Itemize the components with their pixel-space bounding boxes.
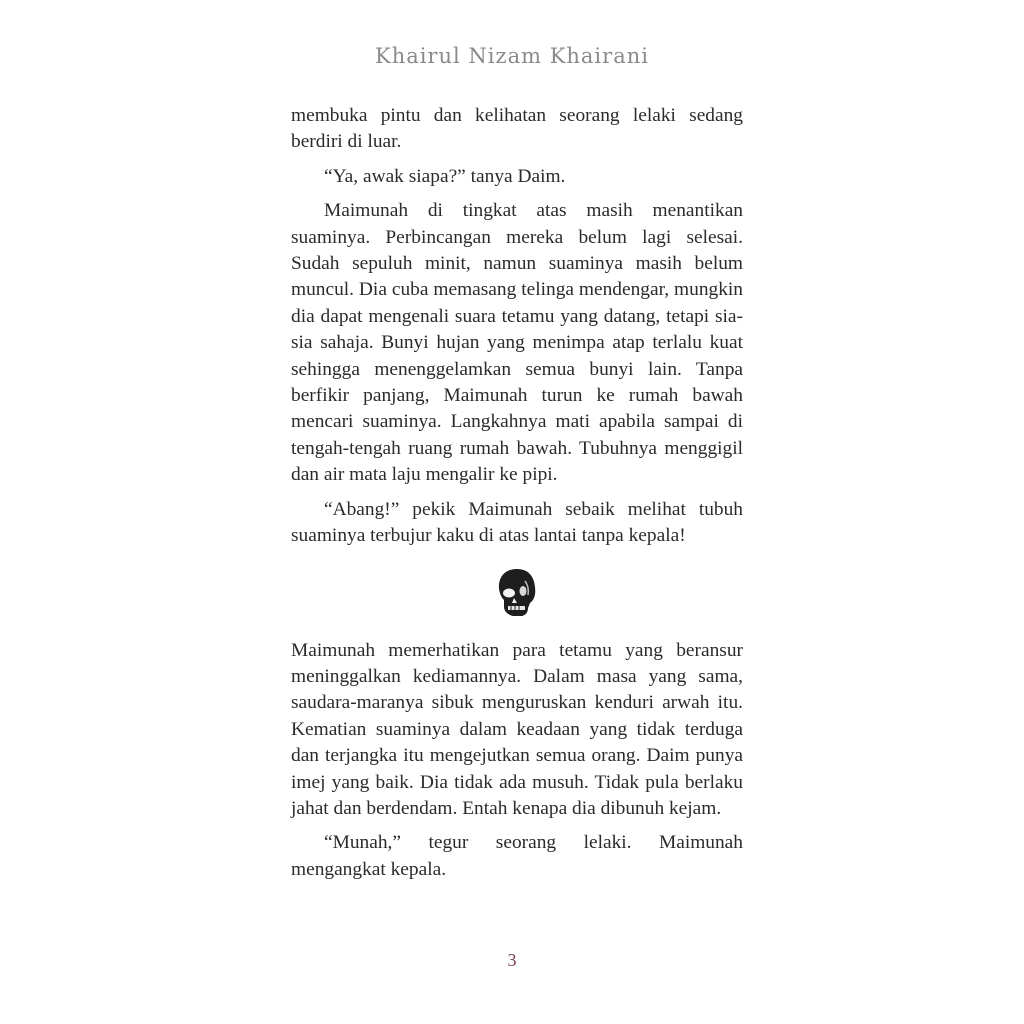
paragraph-dialogue: “Ya, awak siapa?” tanya Daim. <box>324 165 566 187</box>
paragraph: Maimunah memerhatikan para tetamu yang beransur meninggalkan kediamannya. Dalam masa yang sama, saudara-maranya sibuk menguruskan kenduri arwah itu. Kematian suaminya dalam keadaan yang tidak terduga dan terjangka itu mengejutkan semua orang. Daim punya imej yang baik. Dia tidak ada musuh. Tidak pula berlaku jahat dan berdendam. Entah kenapa dia dibunuh kejam. <box>291 639 743 819</box>
running-head-author: Khairul Nizam Khairani <box>375 44 649 68</box>
section-break <box>291 558 743 628</box>
paragraph-dialogue: “Munah,” tegur seorang lelaki. Maimunah mengangkat kepala. <box>291 832 743 880</box>
body-text <box>291 103 743 891</box>
paragraph: membuka pintu dan kelihatan seorang lelaki sedang berdiri di luar. <box>291 105 743 153</box>
page-number: 3 <box>507 950 517 970</box>
skull-icon <box>495 567 539 619</box>
paragraph-dialogue: “Abang!” pekik Maimunah sebaik melihat tubuh suaminya terbujur kaku di atas lantai tanpa kepala! <box>291 498 743 547</box>
paragraph: Maimunah di tingkat atas masih menantikan suaminya. Perbincangan mereka belum lagi selesai. Sudah sepuluh minit, namun suaminya masih belum muncul. Dia cuba memasang telinga mendengar, mungkin dia dapat mengenali suara tetamu yang datang, tetapi sia-sia sahaja. Bunyi hujan yang menimpa atap terlalu kuat sehingga menenggelamkan semua bunyi lain. Tanpa berfikir panjang, Maimunah turun ke rumah bawah mencari suaminya. Langkahnya mati apabila sampai di tengah-tengah ruang rumah bawah. Tubuhnya menggigil dan air mata laju mengalir ke pipi. <box>291 200 743 486</box>
